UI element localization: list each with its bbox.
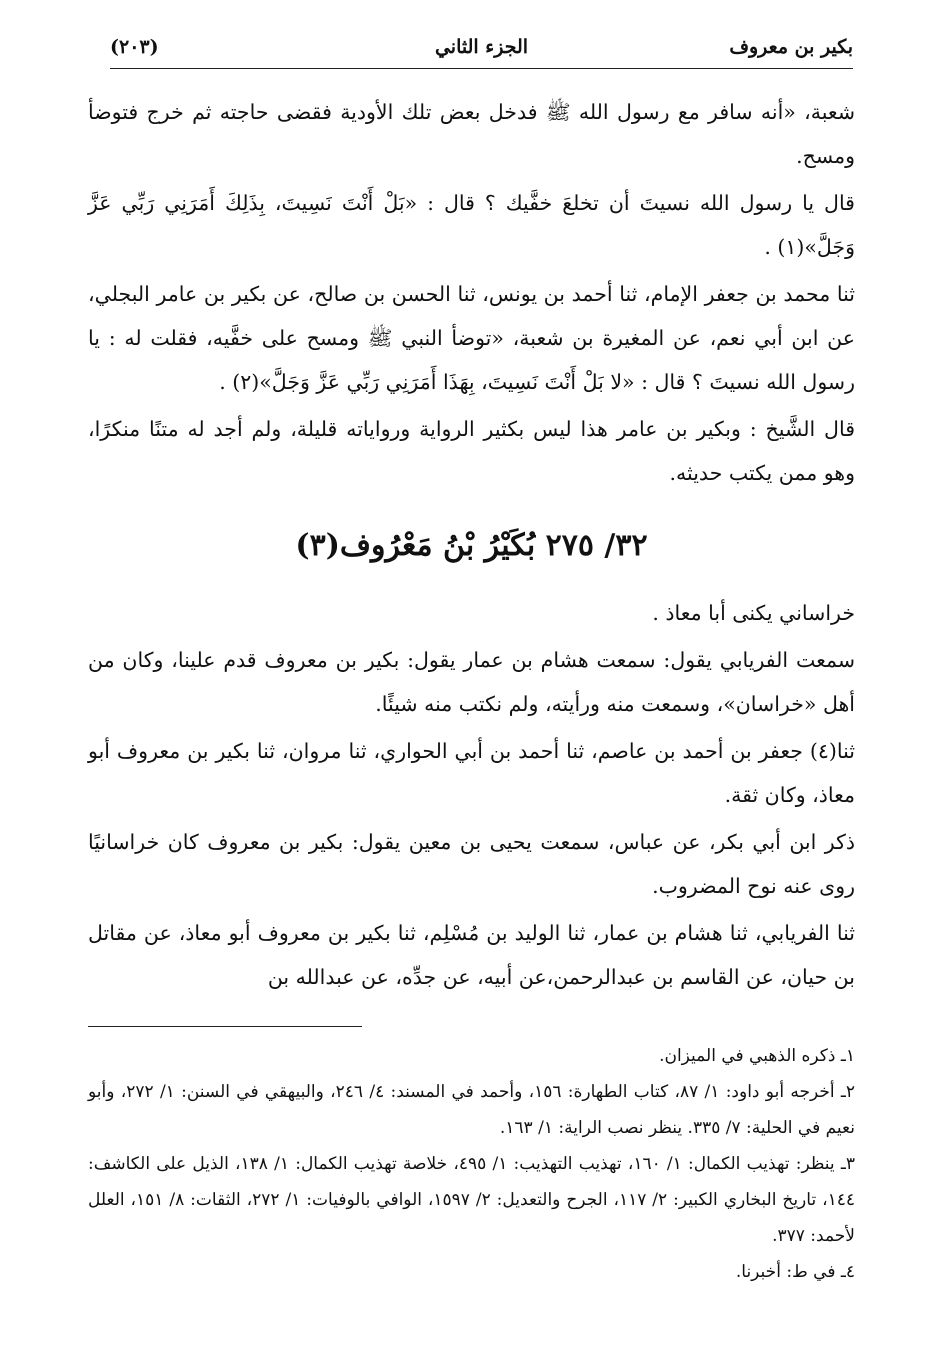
page-header <box>110 34 853 64</box>
page-number: (٢٠٣) <box>110 36 159 58</box>
footnotes <box>88 1038 855 1290</box>
paragraph: شعبة، «أنه سافر مع رسول الله ﷺ فدخل بعض تلك الأودية فقضى حاجته ثم خرج فتوضأ ومسح. <box>88 100 855 168</box>
paragraph: سمعت الفريابي يقول: سمعت هشام بن عمار يقول: بكير بن معروف قدم علينا، وكان من أهل «خراسان»، وسمعت منه ورأيته، ولم نكتب منه شيئًا. <box>88 648 855 716</box>
paragraph: ثنا محمد بن جعفر الإمام، ثنا أحمد بن يونس، ثنا الحسن بن صالح، عن بكير بن عامر البجلي، عن ابن أبي نعم، عن المغيرة بن شعبة، «توضأ النبي ﷺ ومسح على خفَّيه، فقلت له : يا رسول الله نسيتَ ؟ قال : «لا بَلْ أَنْتَ نَسِيتَ، بِهَذَا أَمَرَنِي رَبِّي عَزَّ وَجَلَّ»(٢) . <box>88 282 855 394</box>
volume-label: الجزء الثاني <box>434 36 529 58</box>
paragraph: ثنا الفريابي، ثنا هشام بن عمار، ثنا الوليد بن مُسْلِم، ثنا بكير بن معروف أبو معاذ، عن مقاتل بن حيان، عن القاسم بن عبدالرحمن،عن أبيه، عن جدِّه، عن عبدالله بن <box>88 921 855 989</box>
section-title: ٣٢/ ٢٧٥ بُكَيْرُ بْنُ مَعْرُوف(٣) <box>295 528 648 563</box>
running-title: بكير بن معروف <box>729 36 853 58</box>
footnote: ٤ـ في ط: أخبرنا. <box>735 1262 855 1282</box>
paragraph: ذكر ابن أبي بكر، عن عباس، سمعت يحيى بن معين يقول: بكير بن معروف كان خراسانيًا روى عنه نوح المضروب. <box>88 830 855 898</box>
paragraph: قال يا رسول الله نسيتَ أن تخلعَ خفَّيك ؟ قال : «بَلْ أَنْتَ نَسِيتَ، بِذَلِكَ أَمَرَنِي رَبِّي عَزَّ وَجَلَّ»(١) . <box>88 191 855 259</box>
footnote: ١ـ ذكره الذهبي في الميزان. <box>659 1046 855 1066</box>
footnote: ٢ـ أخرجه أبو داود: ١/ ٨٧، كتاب الطهارة: ١٥٦، وأحمد في المسند: ٤/ ٢٤٦، والبيهقي في السنن: ١/ ٢٧٢، وأبو نعيم في الحلية: ٧/ ٣٣٥. ينظر نصب الراية: ١/ ١٦٣. <box>88 1082 855 1138</box>
main-text <box>88 90 855 1002</box>
paragraph: خراساني يكنى أبا معاذ . <box>652 601 855 625</box>
footnote-rule <box>88 1026 362 1027</box>
paragraph: ثنا(٤) جعفر بن أحمد بن عاصم، ثنا أحمد بن أبي الحواري، ثنا مروان، ثنا بكير بن معروف أبو معاذ، وكان ثقة. <box>88 739 855 807</box>
footnote: ٣ـ ينظر: تهذيب الكمال: ١/ ١٦٠، تهذيب التهذيب: ١/ ٤٩٥، خلاصة تهذيب الكمال: ١/ ١٣٨، الذيل على الكاشف: ١٤٤، تاريخ البخاري الكبير: ٢/ ١١٧، الجرح والتعديل: ٢/ ١٥٩٧، الوافي بالوفيات: ١/ ٢٧٢، الثقات: ٨/ ١٥١، العلل لأحمد: ٣٧٧. <box>88 1154 855 1246</box>
header-rule <box>110 68 853 69</box>
paragraph: قال الشَّيخ : وبكير بن عامر هذا ليس بكثير الرواية ورواياته قليلة، ولم أجد له متنًا منكرًا، وهو ممن يكتب حديثه. <box>88 417 855 485</box>
